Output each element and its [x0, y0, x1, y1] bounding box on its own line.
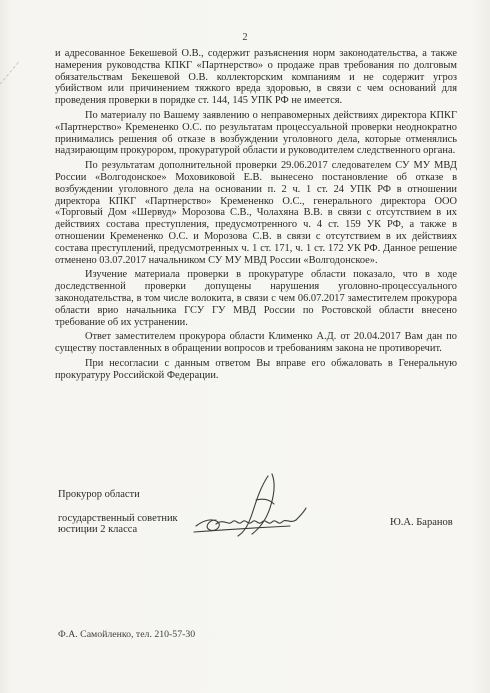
- executor-contact: Ф.А. Самойленко, тел. 210-57-30: [58, 629, 196, 640]
- signer-rank-line-2: юстиции 2 класса: [58, 524, 138, 535]
- paragraph-appeal-right: При несогласии с данным ответом Вы вправе его обжаловать в Генеральную прокуратуру Российской Федерации.: [55, 357, 457, 381]
- page-number: 2: [242, 32, 248, 43]
- signer-name: Ю.А. Баранов: [390, 517, 453, 528]
- punch-edge-mark: [0, 62, 20, 133]
- paragraph-violations-found: Изучение материала проверки в прокуратуре области показало, что в ходе доследственной проверки допущены нарушения уголовно-процессуального законодательства, в том числе волокита, в связи с чем 06.07.2017 заместителем прокурора области врио начальника ГСУ ГУ МВД России по Ростовской области внесено требование об их устранении.: [55, 269, 457, 328]
- handwritten-signature: [190, 470, 340, 555]
- paragraph-additional-check: По результатам дополнительной проверки 29.06.2017 следователем СУ МУ МВД России «Волгодонское» Моховиковой Е.В. вынесено постановление об отказе в возбуждении уголовного дела на основании п. 2 ч. 1 ст. 24 УПК РФ в отношении директора КПКГ «Партнерство» Кремененко О.С., генерального директора ООО «Торговый Дом «Шервуд» Морозова С.В., Чолахяна В.В. в связи с отсутствием в их действиях состава преступления, предусмотренного ч. 4 ст. 159 УК РФ, а также в отношении Кремененко О.С. и Морозова С.В. в связи с отсутствием в их действиях состава преступлений, предусмотренных ч. 1 ст. 171, ч. 1 ст. 172 УК РФ. Данное решение отменено 03.07.2017 начальником СУ МУ МВД России «Волгодонское».: [55, 160, 457, 266]
- paragraph-continuation: и адресованное Бекешевой О.В., содержит разъяснения норм законодательства, а также намерения руководства КПКГ «Партнерство» о продаже прав требования по долговым обязательствам Бекешевой О.В. коллекторским компаниям и не содержит угроз убийством или причинением тяжкого вреда здоровью, в связи с чем оснований для проведения проверки в порядке ст. 144, 145 УПК РФ не имеется.: [55, 48, 457, 107]
- signer-rank-line-1: государственный советник: [58, 513, 178, 524]
- letter-body: [55, 48, 457, 385]
- paragraph-previous-answer: Ответ заместителем прокурора области Клименко А.Д. от 20.04.2017 Вам дан по существу поставленных в обращении вопросов и требованиям закона не противоречит.: [55, 331, 457, 355]
- paragraph-previous-checks: По материалу по Вашему заявлению о неправомерных действиях директора КПКГ «Партнерство» Кремененко О.С. по результатам процессуальной проверки неоднократно принимались решения об отказе в возбуждении уголовного дела, которые отменялись надзирающим прокурором, прокуратурой области и руководителем следственного органа.: [55, 109, 457, 157]
- signer-title: Прокурор области: [58, 489, 140, 500]
